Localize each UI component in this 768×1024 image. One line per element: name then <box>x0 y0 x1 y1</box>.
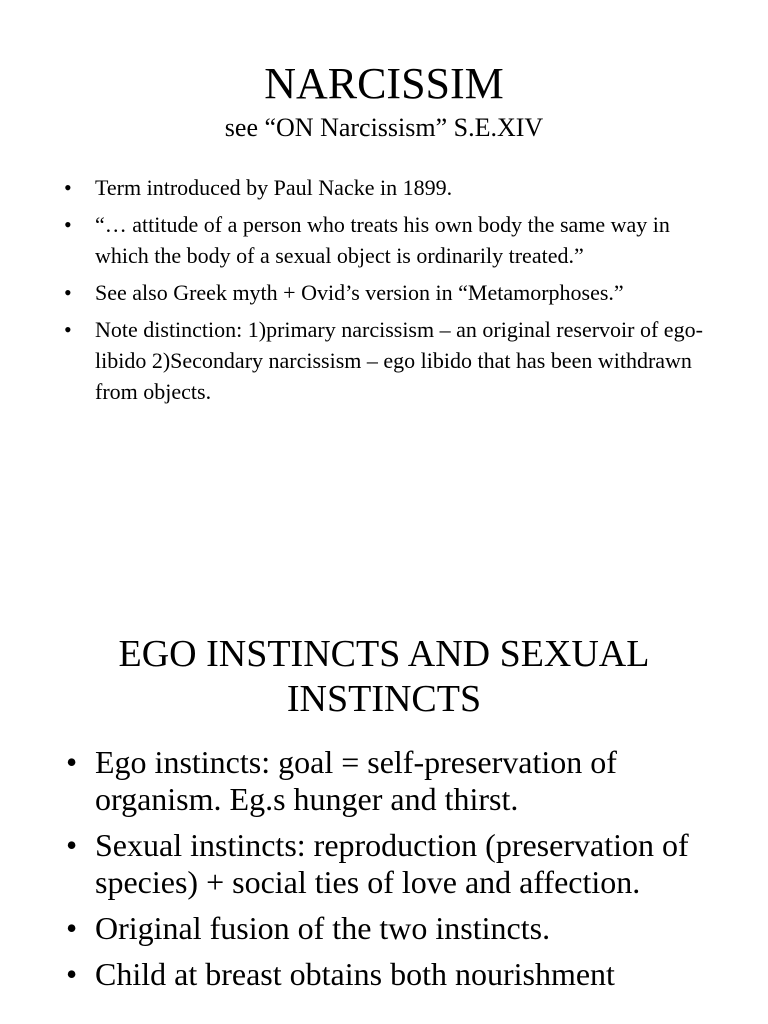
bullet-item <box>64 956 724 993</box>
bullet-text: Child at breast obtains both nourishment <box>95 956 615 992</box>
bullet-item <box>64 172 704 203</box>
bullet-item <box>64 209 704 271</box>
bullet-text: See also Greek myth + Ovid’s version in “Metamorphoses.” <box>95 280 624 305</box>
slide-title <box>0 632 768 722</box>
slide-subtitle: see “ON Narcissism” S.E.XIV <box>224 113 544 142</box>
bullet-text: Sexual instincts: reproduction (preservation of species) + social ties of love and affection. <box>95 827 689 900</box>
bullet-item <box>64 827 724 901</box>
bullet-icon: • <box>64 212 72 237</box>
bullet-list <box>64 744 724 1002</box>
bullet-icon: • <box>66 956 78 992</box>
bullet-item <box>64 744 724 818</box>
bullet-icon: • <box>66 910 78 946</box>
slide-title: NARCISSIM <box>264 59 504 108</box>
bullet-icon: • <box>64 175 72 200</box>
bullet-text: “… attitude of a person who treats his own body the same way in which the body of a sexual object is ordinarily treated.” <box>95 212 670 268</box>
bullet-text: Note distinction: 1)primary narcissism – an original reservoir of ego-libido 2)Secondary narcissism – ego libido that has been withdrawn from objects. <box>95 317 703 404</box>
bullet-icon: • <box>66 827 78 863</box>
bullet-text: Ego instincts: goal = self-preservation of organism. Eg.s hunger and thirst. <box>95 744 617 817</box>
bullet-list <box>64 172 704 413</box>
bullet-item <box>64 910 724 947</box>
bullet-icon: • <box>64 280 72 305</box>
bullet-icon: • <box>66 744 78 780</box>
slide-title-line-1: EGO INSTINCTS AND SEXUAL <box>118 633 650 675</box>
bullet-item <box>64 314 704 407</box>
bullet-icon: • <box>64 317 72 342</box>
slide-ego-instincts <box>0 560 768 1024</box>
bullet-item <box>64 277 704 308</box>
bullet-text: Original fusion of the two instincts. <box>95 910 551 946</box>
slide-title-line-2: INSTINCTS <box>286 678 482 720</box>
bullet-text: Term introduced by Paul Nacke in 1899. <box>95 175 453 200</box>
